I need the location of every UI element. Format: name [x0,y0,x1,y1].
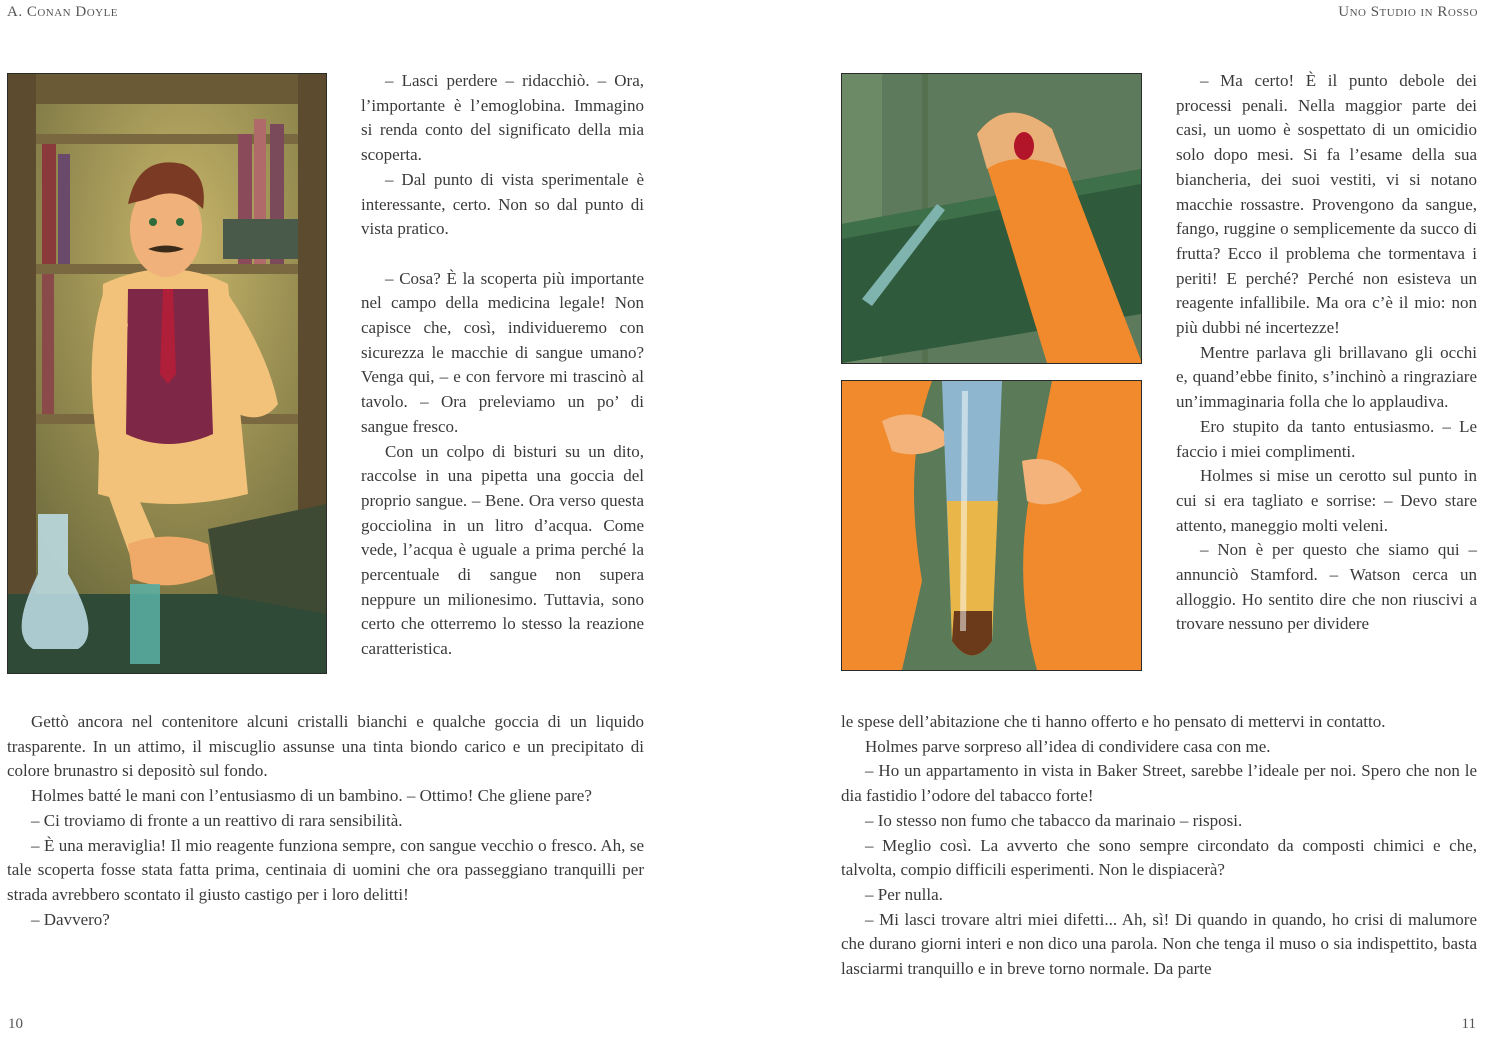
paragraph: – Cosa? È la scoperta più importante nel campo della medicina legale! Non capisce che, così, individueremo con sicurezza le macchie di sangue umano? Venga qui, – e con fervore mi trascinò al tavolo. – Ora preleviamo un po’ di sangue fresco. [361,268,644,436]
paragraph: le spese dell’abitazione che ti hanno offerto e ho pensato di mettervi in contatto. [841,712,1386,731]
paragraph: Con un colpo di bisturi su un dito, raccolse in una pipetta una goccia del proprio sangue. – Bene. Ora verso questa gocciolina in un litro d’acqua. Come vede, l’acqua è uguale a prima perché la percentuale di sangue non supera neppure un milionesimo. Tuttavia, sono certo che otterremo lo stesso la reazione caratteristica. [361,441,644,659]
paragraph: Holmes parve sorpreso all’idea di condividere casa con me. [865,736,1271,756]
paragraph: – Meglio così. La avverto che sono sempre circondato da composti chimici e che, talvolta, compio difficili esperimenti. Non le dispiacerà? [841,835,1477,880]
right-column-text [1176,69,1477,637]
paragraph: – È una meraviglia! Il mio reagente funziona sempre, con sangue vecchio o fresco. Ah, se tale scoperta fosse stata fatta prima, centinaia di uomini che ora passeggiano tranquilli per strada avrebbero scontato il giusto castigo per i loro delitti! [7,835,644,904]
paragraph: – Ho un appartamento in vista in Baker Street, sarebbe l’ideale per noi. Spero che non le dia fastidio l’odore del tabacco forte! [841,761,1477,806]
page-number: 10 [8,1016,23,1032]
paragraph: – Ma certo! È il punto debole dei processi penali. Nella maggior parte dei casi, un uomo è sospettato di un omicidio solo dopo mesi. Si fa l’esame della sua biancheria, dei suoi vestiti, vi si notano macchie rossastre. Provengono da sangue, fango, ruggine o semplicemente da succo di frutta? Ecco il problema che tormentava i periti! E perché? Perché non esisteva un reagente infallibile. Ma ora c’è il mio: non più dubbi né incertezze! [1176,71,1477,338]
running-head-author: A. Conan Doyle [7,4,119,20]
illustration-holmes-handshake [7,73,327,674]
page-number: 11 [1461,1016,1476,1032]
paragraph: – Lasci perdere – ridacchiò. – Ora, l’importante è l’emoglobina. Immagino si renda conto del significato della mia scoperta. [361,71,644,165]
paragraph: Ero stupito da tanto entusiasmo. – Le faccio i miei complimenti. [1176,416,1477,461]
right-full-text [841,710,1477,982]
paragraph: Gettò ancora nel contenitore alcuni cristalli bianchi e qualche goccia di un liquido trasparente. In un attimo, il miscuglio assunse una tinta biondo carico e un precipitato di colore brunastro si depositò sul fondo. [7,712,644,781]
paragraph: Holmes batté le mani con l’entusiasmo di un bambino. – Ottimo! Che gliene pare? [31,786,592,806]
running-head-title: Uno Studio in Rosso [1338,4,1478,20]
left-column-text [361,69,644,662]
paragraph: – Davvero? [31,909,110,929]
paragraph: – Mi lasci trovare altri miei difetti... Ah, sì! Di quando in quando, ho crisi di malumore che durano giorni interi e non dico una parola. Non che tenga il muso o sia indispettito, basta lasciarmi tranquillo e in breve torno normale. Da parte [841,909,1477,979]
paragraph: – Ci troviamo di fronte a un reattivo di rara sensibilità. [31,810,403,830]
illustration-cut-finger [841,73,1142,364]
left-full-text [7,710,644,932]
paragraph: Holmes si mise un cerotto sul punto in cui si era tagliato e sorrise: – Devo stare attento, maneggio molti veleni. [1176,466,1477,535]
paragraph: – Per nulla. [865,884,943,904]
paragraph: – Dal punto di vista sperimentale è interessante, certo. Non so dal punto di vista pratico. [361,169,644,239]
paragraph: – Io stesso non fumo che tabacco da marinaio – risposi. [865,810,1243,830]
right-page [750,0,1500,1038]
illustration-test-tube [841,380,1142,671]
paragraph: – Non è per questo che siamo qui – annunciò Stamford. – Watson cerca un alloggio. Ho sentito dire che non riuscivi a trovare nessuno per dividere [1176,540,1477,634]
paragraph: Mentre parlava gli brillavano gli occhi e, quand’ebbe finito, s’inchinò a ringraziare un’immaginaria folla che lo applaudiva. [1176,342,1477,412]
